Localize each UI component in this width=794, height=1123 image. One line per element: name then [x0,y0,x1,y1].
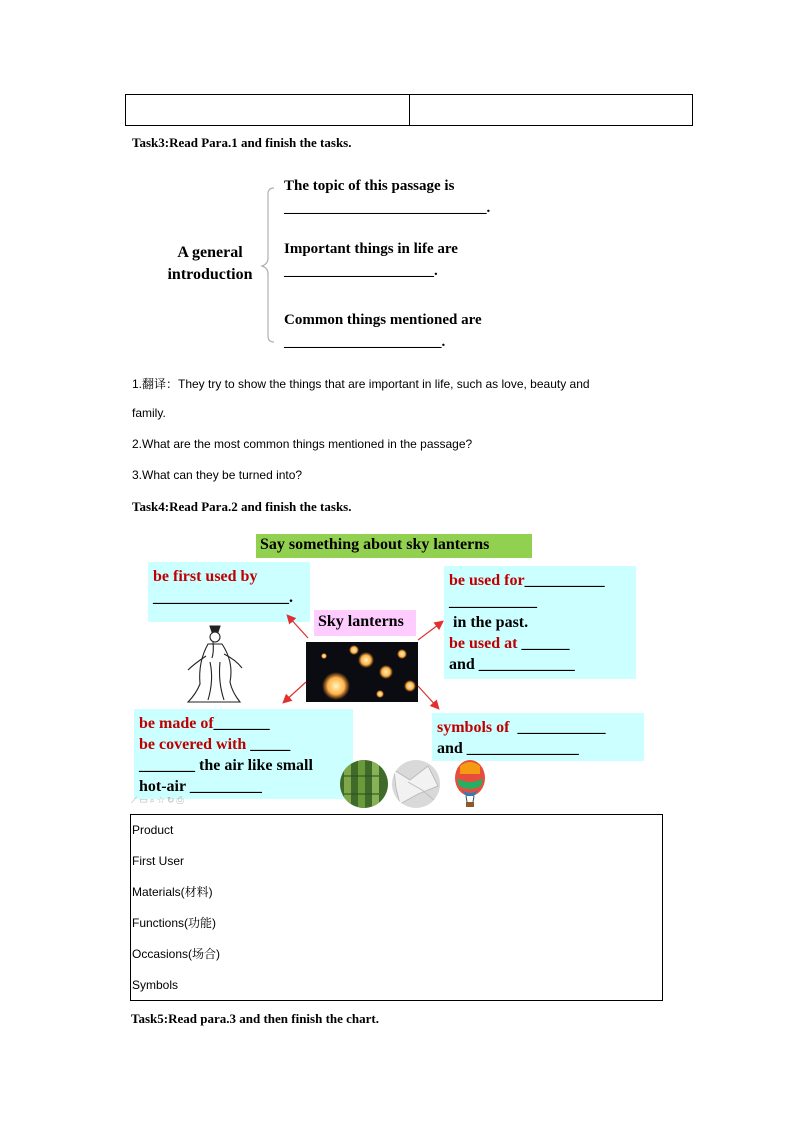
outline-item-line: Important things in life are [284,241,458,257]
box-text: _______ the air like small [139,757,313,774]
box-text-red: be used at [449,635,518,652]
box-text-red: be used for [449,572,525,589]
sage-figure-illustration [180,622,248,706]
chart-table [130,814,663,1001]
outline-label-line: introduction [167,266,253,283]
outline-item-line: The topic of this passage is [284,178,455,194]
box-text-red: be first used by [153,568,258,585]
chart-row-symbols: Symbols [132,978,179,992]
box-blank: _______ [213,715,270,732]
box-text: hot-air _________ [139,778,262,795]
chart-row-product: Product [132,823,174,837]
box-blank: _________________. [153,589,293,606]
outline-label-line: A general [177,244,243,261]
box-text: and ______________ [437,740,579,757]
question-1-line1: 1.翻译：They try to show the things that are important in life, such as love, beauty and [132,377,590,391]
outline-item-blank: ___________________________. [284,200,491,216]
box-text: in the past. [449,614,529,631]
task4-heading: Task4:Read Para.2 and finish the tasks. [132,499,352,514]
sky-lanterns-label: Sky lanterns [314,610,416,636]
paper-image [392,760,442,808]
chart-row-first-user: First User [132,854,184,868]
question-2: 2.What are the most common things mentioned in the passage? [132,437,473,451]
box-blank: _____ [246,736,291,753]
material-images [338,760,490,808]
top-table [125,94,693,126]
box-text-red: be covered with [139,736,247,753]
outline-label [158,242,262,286]
box-text: and ____________ [449,656,575,673]
box-text-red: be made of [139,715,214,732]
toolbar-glyphs-icon: ⟋▭⌕☆↻⎙ [131,796,186,806]
box-blank: ______ [517,635,570,652]
box-blank: ___________ [509,719,606,736]
diagram-arrows [270,600,460,720]
task5-heading: Task5:Read para.3 and then finish the chart. [131,1011,380,1026]
banner-title: Say something about sky lanterns [256,534,532,558]
chart-row-occasions: Occasions(场合) [132,947,221,961]
question-1-line2: family. [132,406,166,420]
bamboo-image [338,760,390,808]
outline-item-common [284,309,482,353]
box-blank: ___________ [449,593,537,610]
chart-row-materials: Materials(材料) [132,885,213,899]
table-cell [410,95,693,125]
hot-air-balloon-image [455,760,485,807]
box-text-red: symbols of [437,719,510,736]
table-cell [126,95,410,125]
box-made-of [134,709,353,799]
box-used-for [444,566,636,679]
outline-item-blank: ____________________. [284,263,438,279]
box-symbols [432,713,644,761]
outline-item-line: Common things mentioned are [284,312,482,328]
outline-item-blank: _____________________. [284,334,446,350]
outline-item-topic [284,175,490,219]
question-3: 3.What can they be turned into? [132,468,303,482]
task3-heading: Task3:Read Para.1 and finish the tasks. [132,135,352,150]
outline-item-important [284,238,458,282]
box-blank: __________ [524,572,605,589]
chart-row-functions: Functions(功能) [132,916,217,930]
outline-brace [258,186,278,346]
